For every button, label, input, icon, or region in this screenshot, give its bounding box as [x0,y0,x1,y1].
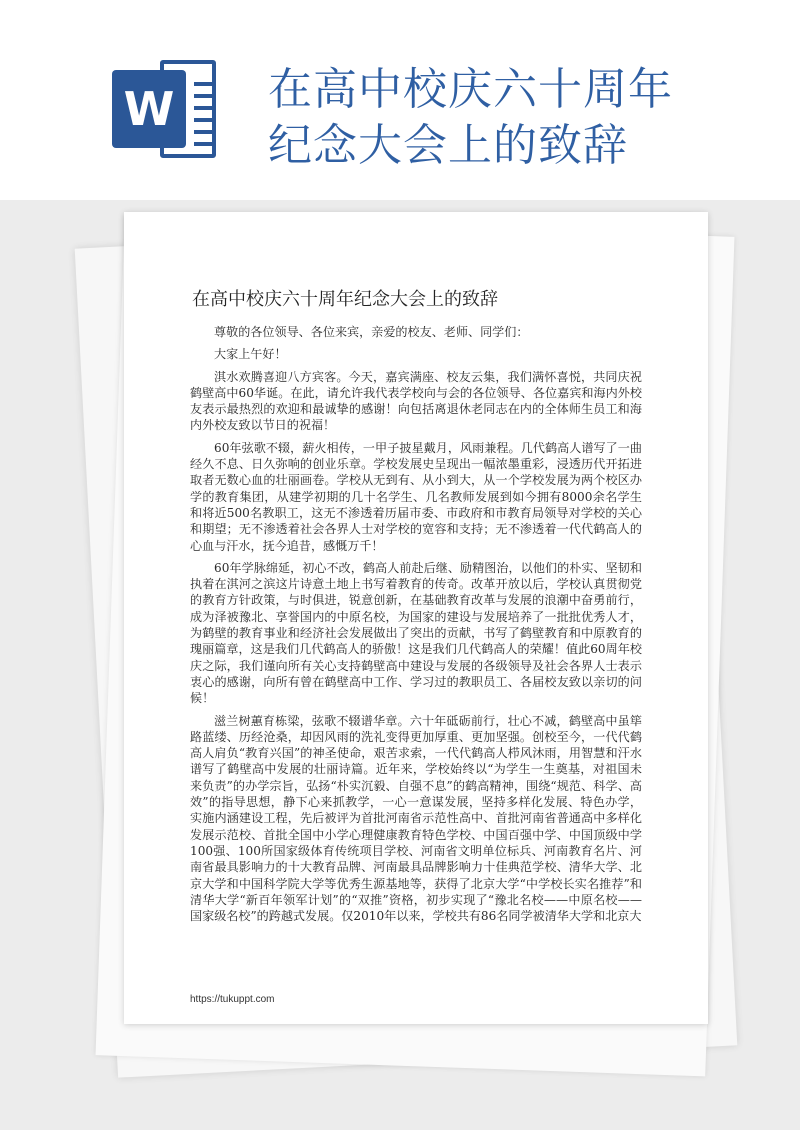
paragraph: 60年学脉绵延，初心不改，鹤高人前赴后继、励精图治，以他们的朴实、坚韧和执着在淇河之滨这片诗意土地上书写着教育的传奇。改革开放以后，学校认真贯彻党的教育方针政策，与时俱进，锐意创新，在基础教育改革与发展的浪潮中奋勇前行，成为泽被豫北、享誉国内的中原名校，为国家的建设与发展培养了一批批优秀人才，为鹤壁的教育事业和经济社会发展做出了突出的贡献，书写了鹤壁教育和中原教育的瑰丽篇章，这是我们几代鹤高人的骄傲！这是我们几代鹤高人的荣耀！值此60周年校庆之际，我们谨向所有关心支持鹤壁高中建设与发展的各级领导及社会各界人士表示衷心的感谢，向所有曾在鹤壁高中工作、学习过的教职员工、各届校友致以亲切的问候！ [190,560,642,706]
footer-url[interactable]: https://tukuppt.com [190,994,275,1005]
paragraph: 60年弦歌不辍，薪火相传，一甲子披星戴月，风雨兼程。几代鹤高人谱写了一曲经久不息、日久弥响的创业乐章。学校发展史呈现出一幅浓墨重彩，浸透历代开拓进取者无数心血的壮丽画卷。学校从无到有、从小到大，从一个学校发展为两个校区办学的教育集团，从建学初期的几十名学生、几名教师发展到如今拥有8000余名学生和将近500名教职工，这无不渗透着历届市委、市政府和市教育局领导对学校的关心和期望；无不渗透着社会各界人士对学校的宽容和支持；无不渗透着一代代鹤高人的心血与汗水，抚今追昔，感慨万千！ [190,440,642,553]
word-line [194,82,214,86]
word-line [194,106,214,110]
paragraph-salutation: 尊敬的各位领导、各位来宾，亲爱的校友、老师、同学们： [214,325,529,339]
header-banner [0,0,800,200]
paragraph: 滋兰树蕙育栋梁，弦歌不辍谱华章。六十年砥砺前行，壮心不减，鹤壁高中虽筚路蓝缕、历经沧桑，却因风雨的洗礼变得更加厚重、更加坚强。创校至今，一代代鹤高人肩负“教育兴国”的神圣使命，艰苦求索，一代代鹤高人栉风沐雨，用智慧和汗水谱写了鹤壁高中发展的壮丽诗篇。近年来，学校始终以“为学生一生奠基，对祖国未来负责”的办学宗旨，弘扬“朴实沉毅、自强不息”的鹤高精神，围绕“规范、科学、高效”的指导思想，静下心来抓教学，一心一意谋发展，坚持多样化发展、特色办学，实施内涵建设工程，先后被评为首批河南省示范性高中、首批河南省普通高中多样化发展示范校、首批全国中小学心理健康教育特色学校、中国百强中学、中国顶级中学100强、100所国家级体育传统项目学校、河南省文明单位标兵、河南教育名片、河南省最具影响力的十大教育品牌、河南最具品牌影响力十佳典范学校、清华大学、北京大学和中国科学院大学等优秀生源基地等，获得了北京大学“中学校长实名推荐”和清华大学“新百年领军计划”的“双推”资格，初步实现了“豫北名校——中原名校——国家级名校”的跨越式发展。仅2010年以来，学校共有86名同学被清华大学和北京大 [190,713,642,924]
word-line [194,94,214,98]
word-line [194,118,214,122]
word-logo-letter: W [112,70,186,148]
document-title: 在高中校庆六十周年纪念大会上的致辞 [192,289,498,310]
page-title: 在高中校庆六十周年纪念大会上的致辞 [268,64,673,171]
paragraph: 淇水欢腾喜迎八方宾客。今天，嘉宾满座、校友云集，我们满怀喜悦，共同庆祝鹤壁高中60华诞。在此，请允许我代表学校向与会的各位领导、各位嘉宾和海内外校友表示最热烈的欢迎和最诚挚的感谢！向包括离退休老同志在内的全体师生员工和海内外校友致以节日的祝福！ [190,369,642,433]
document-page [124,212,708,1024]
paragraph-greeting: 大家上午好！ [214,347,287,362]
document-body [190,324,642,930]
word-line [194,142,214,146]
word-line [194,130,214,134]
word-document-icon [112,60,224,162]
